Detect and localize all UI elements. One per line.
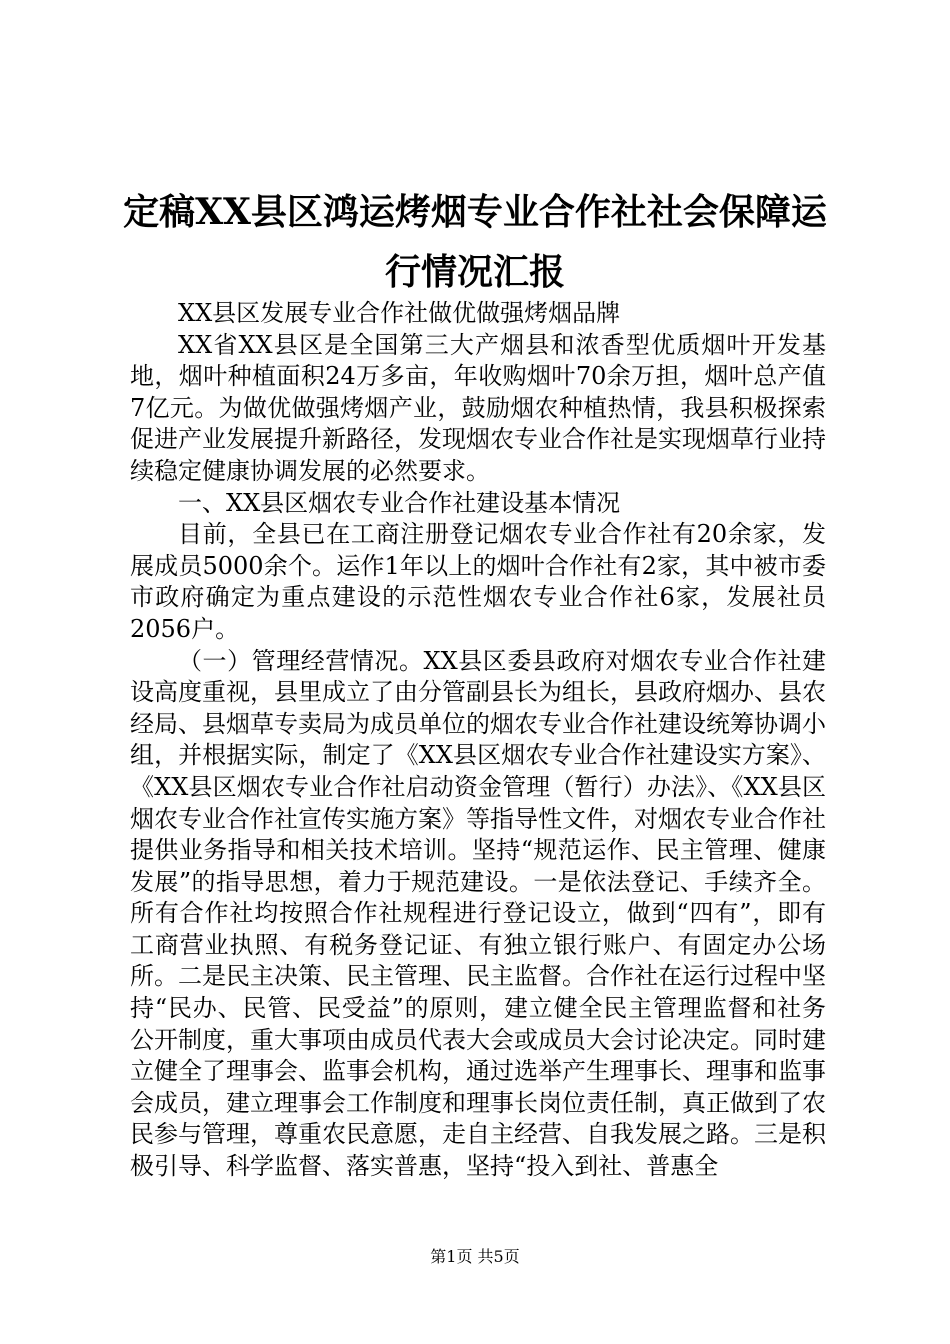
document-title-line-2: 行情况汇报 xyxy=(384,251,565,293)
body-paragraph: XX县区发展专业合作社做优做强烤烟品牌 xyxy=(178,299,621,327)
document-body xyxy=(130,298,826,1183)
page-number-footer: 第1页 共5页 xyxy=(430,1247,520,1266)
section-heading: 一、XX县区烟农专业合作社建设基本情况 xyxy=(178,488,621,517)
body-paragraph: XX省XX县区是全国第三大产烟县和浓香型优质烟叶开发基地，烟叶种植面积24万多亩，年收购烟叶70余万担，烟叶总产值7亿元。为做优做强烤烟产业，鼓励烟农种植热情，我县积极探索促进产业发展提升新路径，发现烟农专业合作社是实现烟草行业持续稳定健康协调发展的必然要求。 xyxy=(130,330,826,485)
document-title-line-1: 定稿XX县区鸿运烤烟专业合作社社会保障运 xyxy=(123,191,827,233)
body-paragraph: 目前，全县已在工商注册登记烟农专业合作社有20余家，发展成员5000余个。运作1年以上的烟叶合作社有2家，其中被市委市政府确定为重点建设的示范性烟农专业合作社6家，发展社员2056户。 xyxy=(130,520,826,643)
body-paragraph: （一）管理经营情况。XX县区委县政府对烟农专业合作社建设高度重视，县里成立了由分管副县长为组长，县政府烟办、县农经局、县烟草专卖局为成员单位的烟农专业合作社建设统筹协调小组，并根据实际，制定了《XX县区烟农专业合作社建设实方案》、《XX县区烟农专业合作社启动资金管理（暂行）办法》、《XX县区烟农专业合作社宣传实施方案》等指导性文件，对烟农专业合作社提供业务指导和相关技术培训。坚持“规范运作、民主管理、健康发展”的指导思想，着力于规范建设。一是依法登记、手续齐全。所有合作社均按照合作社规程进行登记设立，做到“四有”，即有工商营业执照、有税务登记证、有独立银行账户、有固定办公场所。二是民主决策、民主管理、民主监督。合作社在运行过程中坚持“民办、民管、民受益”的原则，建立健全民主管理监督和社务公开制度，重大事项由成员代表大会或成员大会讨论决定。同时建立健全了理事会、监事会机构，通过选举产生理事长、理事和监事会成员，建立理事会工作制度和理事长岗位责任制，真正做到了农民参与管理，尊重农民意愿，走自主经营、自我发展之路。三是积极引导、科学监督、落实普惠，坚持“投入到社、普惠全 xyxy=(130,646,826,1181)
